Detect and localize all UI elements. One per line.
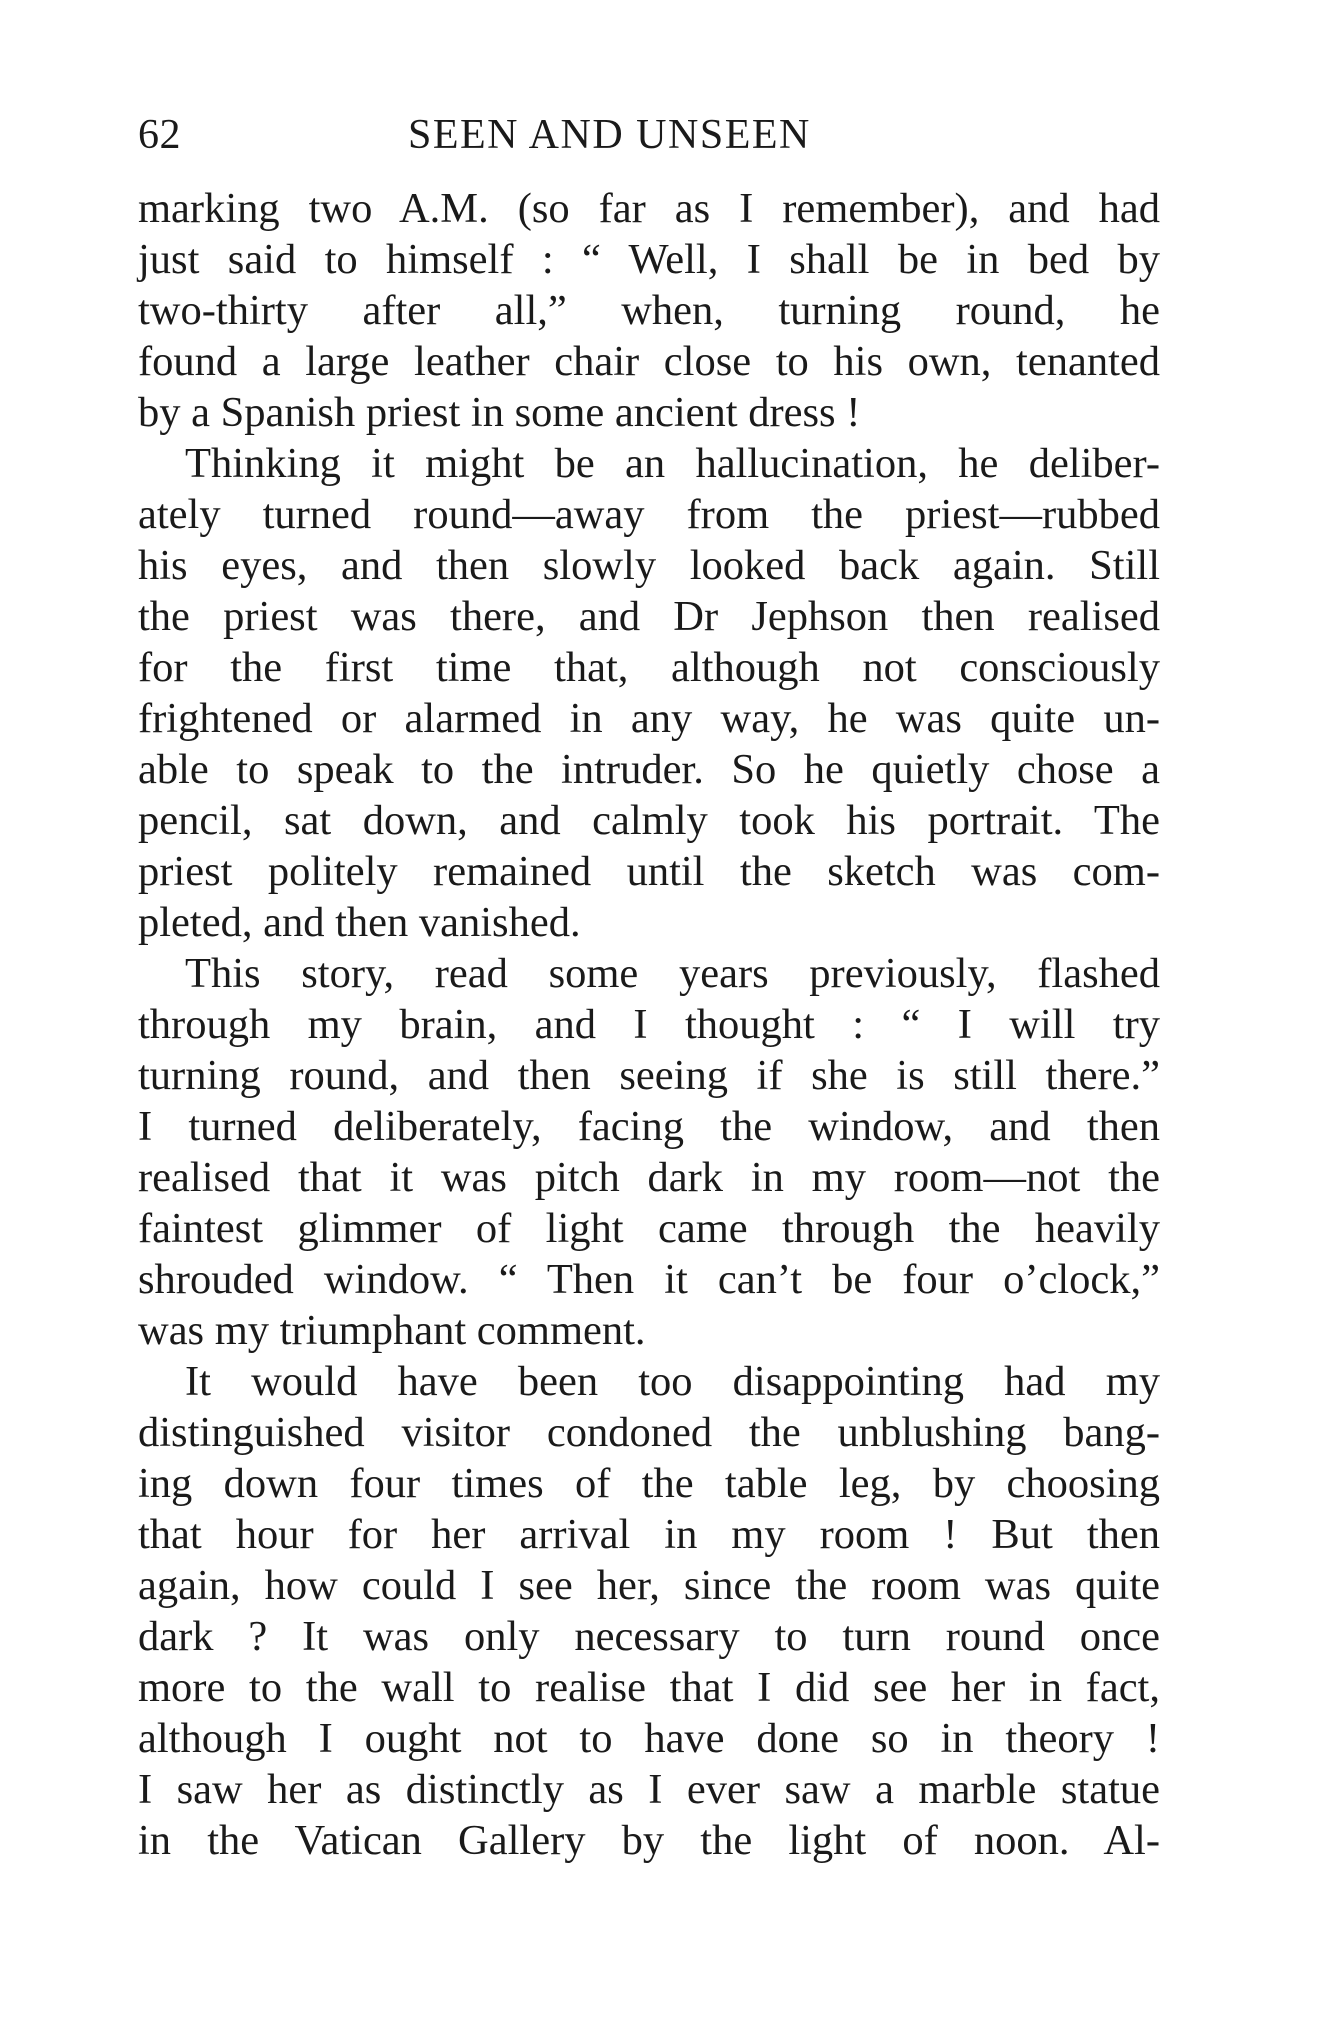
text-line: marking two A.M. (so far as I remember), and had	[138, 185, 1160, 232]
text-line: just said to himself : “ Well, I shall be in bed by	[138, 236, 1160, 283]
text-line: two-thirty after all,” when, turning round, he	[138, 287, 1160, 334]
text-line: more to the wall to realise that I did see her in fact,	[138, 1664, 1160, 1711]
paragraph-first-line: Thinking it might be an hallucination, he deliber-	[185, 440, 1160, 487]
text-line: pencil, sat down, and calmly took his portrait. The	[138, 797, 1160, 844]
text-line: I turned deliberately, facing the window, and then	[138, 1103, 1160, 1150]
text-line: priest politely remained until the sketch was com-	[138, 848, 1160, 895]
text-line: frightened or alarmed in any way, he was quite un-	[138, 695, 1160, 742]
paragraph-first-line: It would have been too disappointing had my	[185, 1358, 1160, 1405]
page-header	[138, 110, 1158, 160]
text-line: by a Spanish priest in some ancient dress !	[138, 389, 861, 436]
text-line: dark ? It was only necessary to turn round once	[138, 1613, 1160, 1660]
text-line: through my brain, and I thought : “ I will try	[138, 1001, 1160, 1048]
body-text	[138, 183, 1160, 1866]
text-line: ately turned round—away from the priest—rubbed	[138, 491, 1160, 538]
text-line: I saw her as distinctly as I ever saw a marble statue	[138, 1766, 1160, 1813]
text-line: turning round, and then seeing if she is still there.”	[138, 1052, 1160, 1099]
text-line: for the first time that, although not consciously	[138, 644, 1160, 691]
paragraph-first-line: This story, read some years previously, flashed	[185, 950, 1160, 997]
text-line: again, how could I see her, since the room was quite	[138, 1562, 1160, 1609]
text-line: faintest glimmer of light came through the heavily	[138, 1205, 1160, 1252]
text-line: although I ought not to have done so in theory !	[138, 1715, 1160, 1762]
text-line: shrouded window. “ Then it can’t be four o’clock,”	[138, 1256, 1160, 1303]
running-title: SEEN AND UNSEEN	[408, 112, 811, 158]
text-line: distinguished visitor condoned the unblushing bang-	[138, 1409, 1160, 1456]
text-line: realised that it was pitch dark in my room—not the	[138, 1154, 1160, 1201]
text-line: found a large leather chair close to his own, tenanted	[138, 338, 1160, 385]
page-number: 62	[138, 112, 181, 158]
text-line: in the Vatican Gallery by the light of noon. Al-	[138, 1817, 1160, 1864]
text-line: ing down four times of the table leg, by choosing	[138, 1460, 1160, 1507]
text-line: his eyes, and then slowly looked back again. Still	[138, 542, 1160, 589]
text-line: pleted, and then vanished.	[138, 899, 581, 946]
text-line: that hour for her arrival in my room ! But then	[138, 1511, 1160, 1558]
text-line: was my triumphant comment.	[138, 1307, 646, 1354]
text-line: able to speak to the intruder. So he quietly chose a	[138, 746, 1160, 793]
text-line: the priest was there, and Dr Jephson then realised	[138, 593, 1160, 640]
